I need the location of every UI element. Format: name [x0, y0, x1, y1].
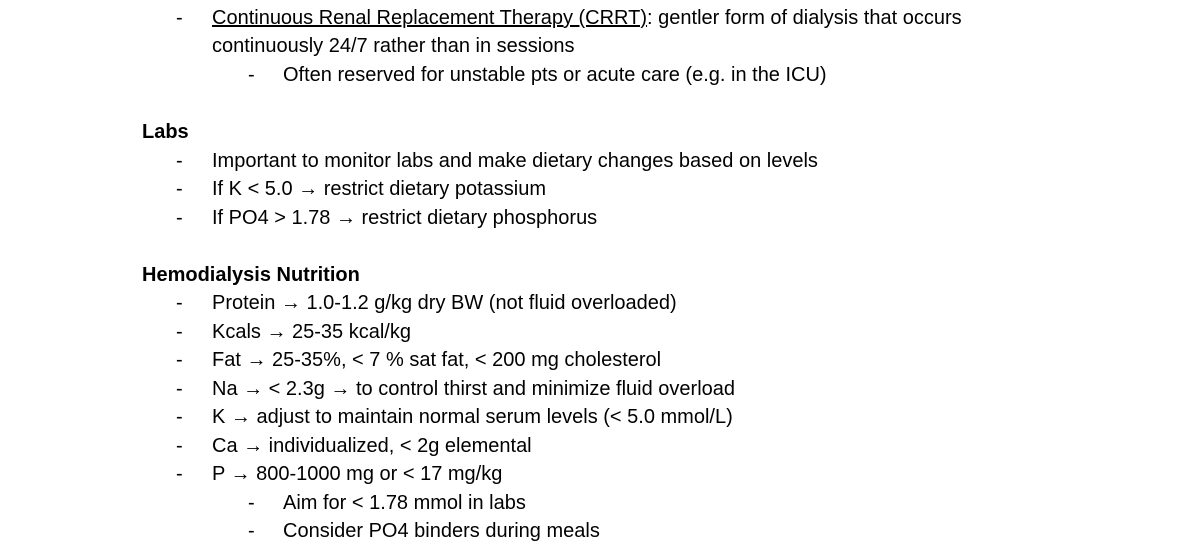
bullet-dash: -	[176, 435, 183, 457]
bullet-dash: -	[176, 150, 183, 172]
hd-item-protein: Protein → 1.0-1.2 g/kg dry BW (not fluid overloaded)	[212, 292, 677, 314]
bullet-dash: -	[176, 378, 183, 400]
labs-item: Important to monitor labs and make dietary changes based on levels	[212, 150, 818, 172]
hd-item-na: Na → < 2.3g → to control thirst and minimize fluid overload	[212, 378, 736, 400]
crrt-line-1	[212, 4, 962, 32]
bullet-dash: -	[176, 7, 183, 29]
crrt-desc-1: : gentler form of dialysis that occurs	[647, 7, 962, 29]
hd-item-p: P → 800-1000 mg or < 17 mg/kg	[212, 463, 503, 485]
hd-item-kcals: Kcals → 25-35 kcal/kg	[212, 321, 411, 343]
hd-item-fat: Fat → 25-35%, < 7 % sat fat, < 200 mg cholesterol	[212, 349, 662, 371]
hd-nutrition-heading: Hemodialysis Nutrition	[142, 264, 360, 286]
crrt-term: Continuous Renal Replacement Therapy (CRRT)	[212, 7, 648, 29]
bullet-dash: -	[248, 64, 255, 86]
bullet-dash: -	[176, 321, 183, 343]
bullet-dash: -	[176, 292, 183, 314]
bullet-dash: -	[176, 349, 183, 371]
labs-heading: Labs	[142, 121, 189, 143]
labs-item: If K < 5.0 → restrict dietary potassium	[212, 178, 547, 200]
hd-item-ca: Ca → individualized, < 2g elemental	[212, 435, 532, 457]
hd-item-k: K → adjust to maintain normal serum levels (< 5.0 mmol/L)	[212, 406, 733, 428]
crrt-line-2: continuously 24/7 rather than in sessions	[212, 35, 575, 57]
bullet-dash: -	[176, 406, 183, 428]
hd-p-sub-item: Consider PO4 binders during meals	[283, 520, 600, 542]
crrt-sub-item: Often reserved for unstable pts or acute care (e.g. in the ICU)	[283, 64, 827, 86]
bullet-dash: -	[248, 492, 255, 514]
bullet-dash: -	[176, 178, 183, 200]
labs-item: If PO4 > 1.78 → restrict dietary phosphorus	[212, 207, 598, 229]
bullet-dash: -	[176, 207, 183, 229]
hd-p-sub-item: Aim for < 1.78 mmol in labs	[283, 492, 526, 514]
bullet-dash: -	[176, 463, 183, 485]
bullet-dash: -	[248, 520, 255, 542]
